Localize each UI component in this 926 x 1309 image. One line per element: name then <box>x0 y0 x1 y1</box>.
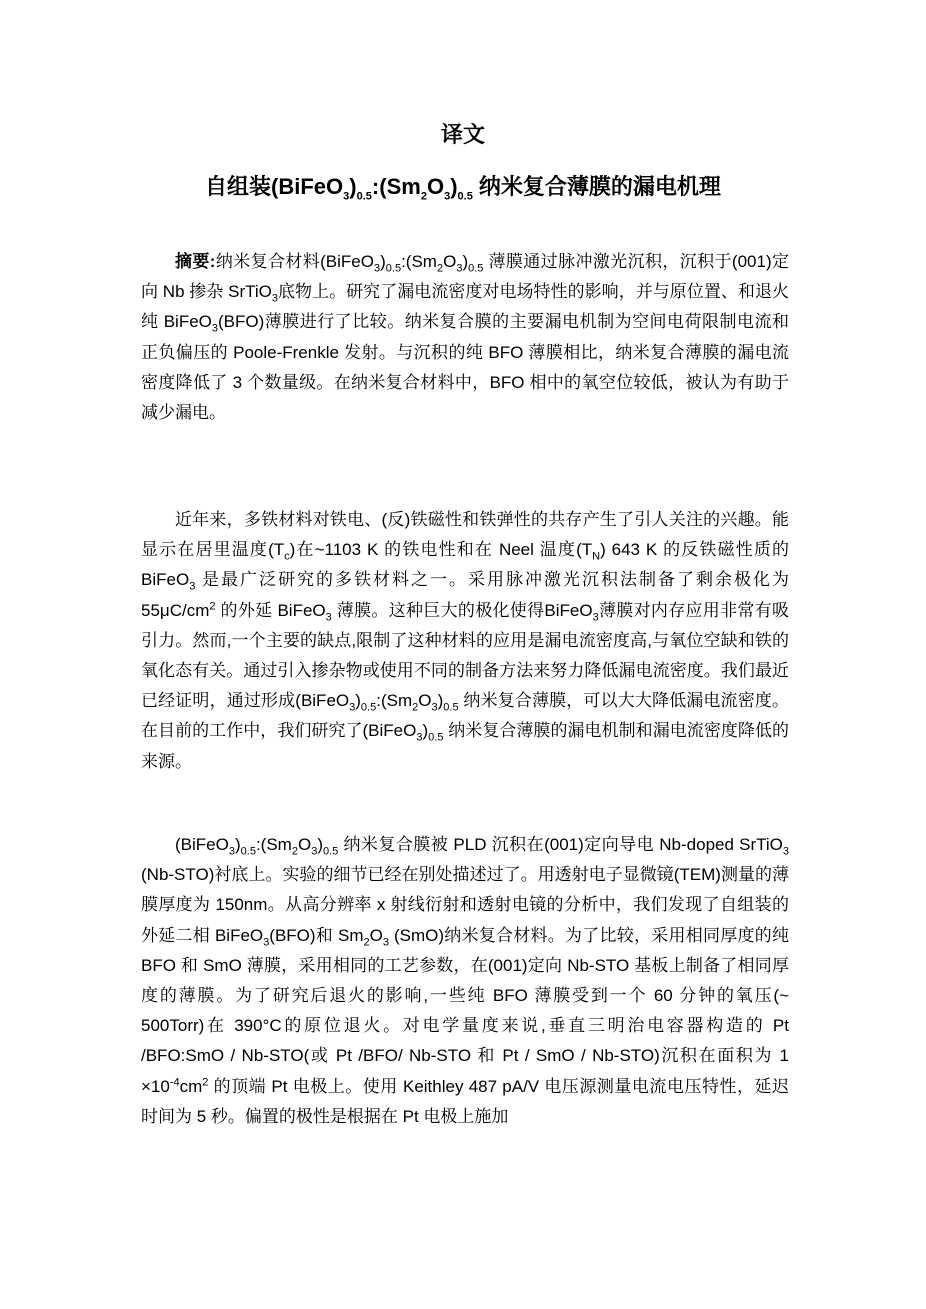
abstract-keyword: 摘要: <box>175 252 216 271</box>
body-paragraph-2: $(BiFeO_3)_{0.5}:(Sm_2O_3)_{0.5}$ 纳米复合膜被 PLD 沉积在(001)定向导电 Nb-doped SrTiO$_3$ (Nb-STO)衬底上。实验的细节已经在别处描述过了。用透射电子显微镜(TEM)测量的薄膜厚度为 150nm。从高分辨率 x 射线衍射和透射电镜的分析中，我们发现了自组装的外延二相 BiFeO$_3$(BFO)和 $Sm_2O_3$ (SmO)纳米复合材料。为了比较，采用相同厚度的纯 BFO 和 SmO 薄膜，采用相同的工艺参数，在(001)定向 Nb-STO 基板上制备了相同厚度的薄膜。为了研究后退火的影响,一些纯 BFO 薄膜受到一个 60 分钟的氧压(~ 500Torr)在 390°C的原位退火。对电学量度来说,垂直三明治电容器构造的 Pt /BFO:SmO / Nb-STO(或 Pt /BFO/ Nb-STO 和 Pt / SmO / Nb-STO)沉积在面积为 $1 \times 10^{-4}cm^2$ 的顶端 Pt 电极上。使用 Keithley 487 pA/V 电压源测量电流电压特性，延迟时间为 5 秒。偏置的极性是根据在 Pt 电极上施加 <box>141 835 789 1126</box>
experimental-section <box>141 830 789 1132</box>
abstract-paragraph: 摘要:纳米复合材料$(BiFeO_3)_{0.5}:(Sm_2O_3)_{0.5}$ 薄膜通过脉冲激光沉积，沉积于(001)定向 Nb 掺杂 SrTiO$_3$底物上。研究了漏电流密度对电场特性的影响，并与原位置、和退火纯 BiFeO$_3$(BFO)薄膜进行了比较。纳米复合膜的主要漏电机制为空间电荷限制电流和正负偏压的 Poole-Frenkle 发射。与沉积的纯 BFO 薄膜相比，纳米复合薄膜的漏电流密度降低了 3 个数量级。在纳米复合材料中，BFO 相中的氧空位较低，被认为有助于减少漏电。 <box>141 252 789 423</box>
translation-label: 译文 <box>440 122 485 147</box>
body-paragraph-1: 近年来，多铁材料对铁电、(反)铁磁性和铁弹性的共存产生了引人关注的兴趣。能显示在居里温度$(T_c)$在~1103 K 的铁电性和在 Neel 温度$(T_N)$ 643 K 的反铁磁性质的 BiFeO$_3$ 是最广泛研究的多铁材料之一。采用脉冲激光沉积法制备了剩余极化为 $55\mu C/cm^2$ 的外延 BiFeO$_3$ 薄膜。这种巨大的极化使得BiFeO$_3$薄膜对内存应用非常有吸引力。然而,一个主要的缺点,限制了这种材料的应用是漏电流密度高,与氧位空缺和铁的氧化态有关。通过引入掺杂物或使用不同的制备方法来努力降低漏电流密度。我们最近已经证明，通过形成$(BiFeO_3)_{0.5}:(Sm_2O_3)_{0.5}$ 纳米复合薄膜，可以大大降低漏电流密度。在目前的工作中，我们研究了$(BiFeO_3)_{0.5}$ 纳米复合薄膜的漏电机制和漏电流密度降低的来源。 <box>141 510 790 771</box>
paper-title: 自组装$(BiFeO_3)_{0.5}:(Sm_2O_3)_{0.5}$ 纳米复合薄膜的漏电机理 <box>205 174 721 203</box>
abstract-section <box>141 247 789 428</box>
introduction-section <box>141 505 789 777</box>
